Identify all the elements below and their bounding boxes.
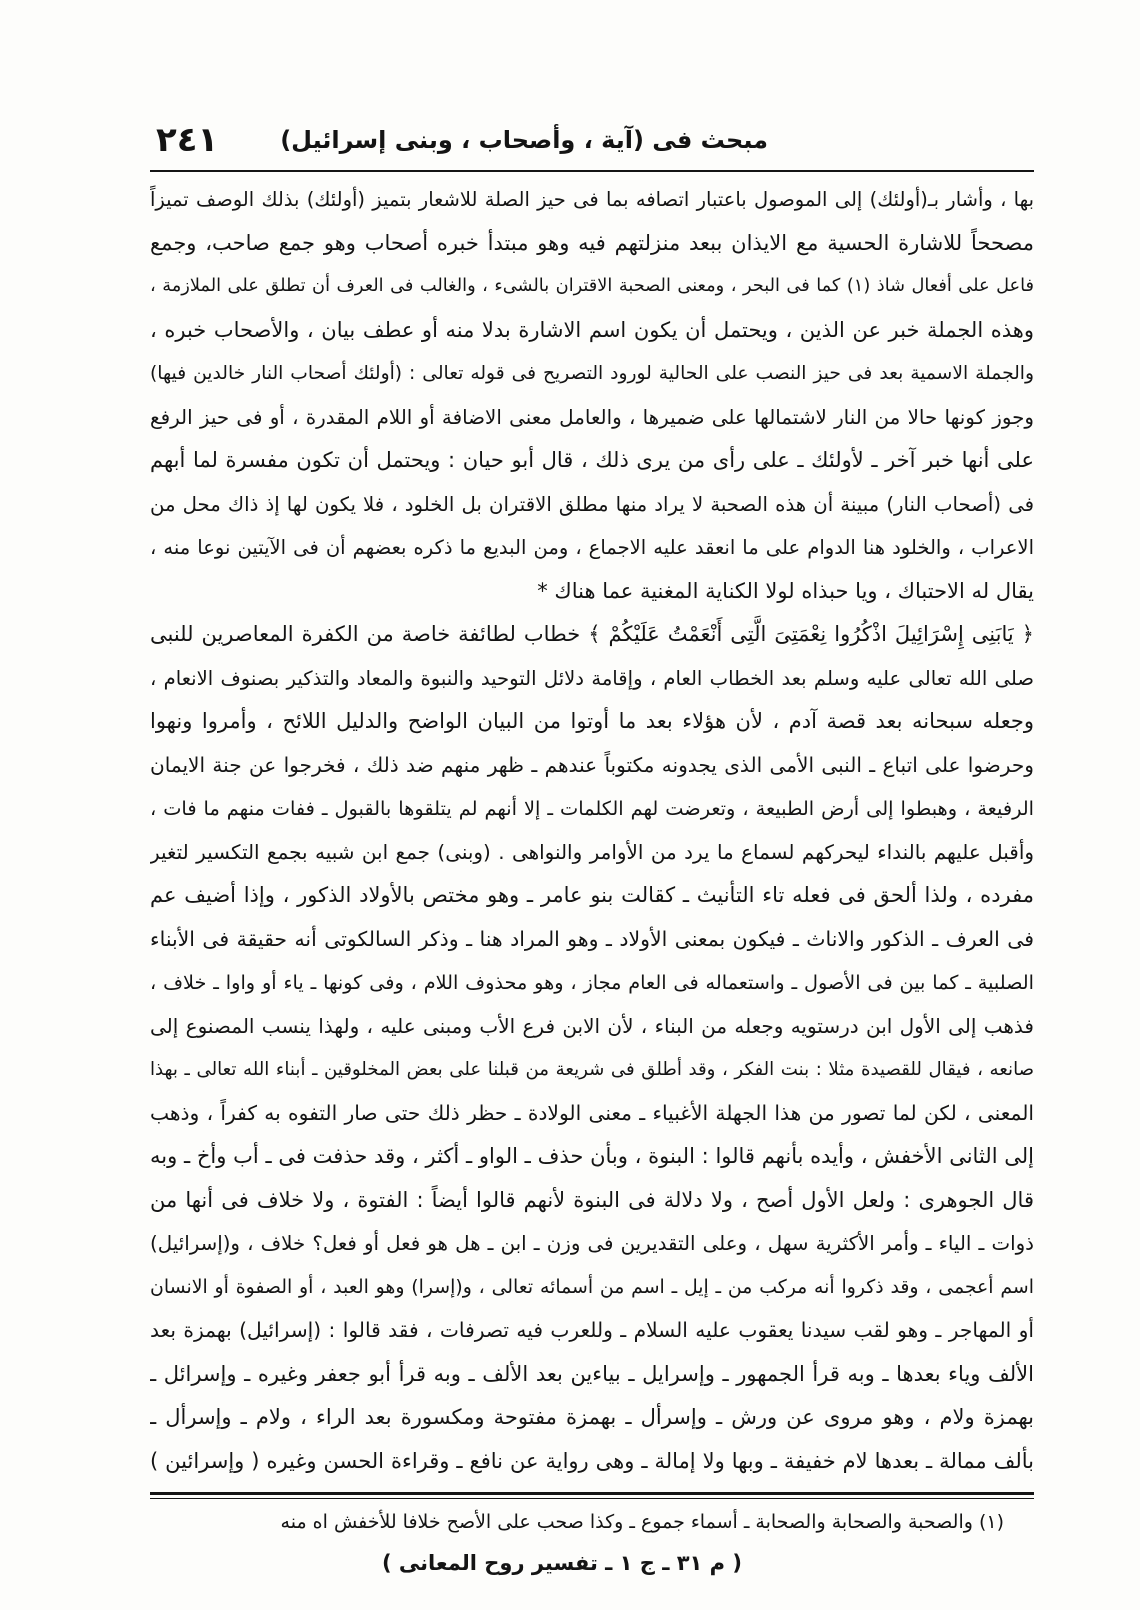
body-line: قال الجوهرى : ولعل الأول أصح ، ولا دلالة فى البنوة لأنهم قالوا أيضاً : الفتوة ، ولا خلاف فى أنها من	[150, 1187, 1034, 1212]
footnote-rule	[150, 1492, 1034, 1499]
body-line: الاعراب ، والخلود هنا الدوام على ما انعقد عليه الاجماع ، ومن البديع ما ذكره بعضهم أن فى الآيتين نوعا منه ،	[150, 536, 1034, 559]
page-header	[150, 116, 1030, 164]
body-text	[150, 178, 1034, 1483]
running-title: مبحث فى (آية ، وأصحاب ، وبنى إسرائيل)	[280, 126, 768, 154]
body-line: وجوز كونها حالا من النار لاشتمالها على ضميرها ، والعامل معنى الاضافة أو اللام المقدرة ، أو فى حيز الرفع	[150, 405, 1034, 429]
body-line: مصححاً للاشارة الحسية مع الايذان ببعد منزلتهم فيه وهو مبتدأ خبره أصحاب وهو جمع صاحب، وجمع	[150, 230, 1034, 255]
footnote: (١) والصحبة والصحابة والصحابة ـ أسماء جموع ـ وكذا صحب على الأصح خلافا للأخفش اه منه	[280, 1511, 1004, 1533]
body-line: وأقبل عليهم بالنداء ليحركهم لسماع ما يرد من الأوامر والنواهى . (وبنى) جمع ابن شبيه بجمع التكسير لتغير	[150, 839, 1034, 864]
body-line: فى (أصحاب النار) مبينة أن هذه الصحبة لا يراد منها مطلق الاقتران بل الخلود ، فلا يكون لها إذ ذاك محل من	[150, 492, 1034, 516]
body-line: الصلبية ـ كما بين فى الأصول ـ واستعماله فى العام مجاز ، وهو محذوف اللام ، وفى كونها ـ ياء أو واوا ـ خلاف ،	[150, 971, 1034, 994]
body-line: المعنى ، لكن لما تصور من هذا الجهلة الأغبياء ـ معنى الولادة ـ حظر ذلك حتى صار التفوه به كفراً ، وذهب	[150, 1100, 1034, 1125]
body-line: على أنها خبر آخر ـ لأولئك ـ على رأى من يرى ذلك ، قال أبو حيان : ويحتمل أن تكون مفسرة لما أبهم	[150, 448, 1034, 472]
body-line: مفرده ، ولذا ألحق فى فعله تاء التأنيث ـ كقالت بنو عامر ـ وهو مختص بالأولاد الذكور ، وإذا أضيف عم	[150, 883, 1034, 907]
body-line: فاعل على أفعال شاذ (١) كما فى البحر ، ومعنى الصحبة الاقتران بالشىء ، والغالب فى العرف أن تطلق على الملازمة ،	[150, 276, 1034, 296]
body-line: صلى الله تعالى عليه وسلم بعد الخطاب العام ، وإقامة دلائل التوحيد والنبوة والمعاد والتذكير بصنوف الانعام ،	[150, 666, 1034, 690]
page-number: ٢٤١	[156, 120, 219, 160]
body-line: فذهب إلى الأول ابن درستويه وجعله من البناء ، لأن الابن فرع الأب ومبنى عليه ، ولهذا ينسب المصنوع إلى	[150, 1013, 1034, 1038]
body-line: وجعله سبحانه بعد قصة آدم ، لأن هؤلاء بعد ما أوتوا من البيان الواضح والدليل اللائح ، وأمروا ونهوا	[150, 709, 1034, 733]
body-line: صانعه ، فيقال للقصيدة مثلا : بنت الفكر ، وقد أطلق فى شريعة من قبلنا على بعض المخلوقين ـ أبناء الله تعالى ـ بهذا	[150, 1059, 1034, 1080]
body-line: الرفيعة ، وهبطوا إلى أرض الطبيعة ، وتعرضت لهم الكلمات ـ إلا أنهم لم يتلقوها بالقبول ـ ففات منهم ما فات ،	[150, 797, 1034, 820]
body-line: وهذه الجملة خبر عن الذين ، ويحتمل أن يكون اسم الاشارة بدلا منه أو عطف بيان ، والأصحاب خبره ،	[150, 317, 1034, 342]
signature-line: ( م ٣١ ـ ج ١ ـ تفسير روح المعانى )	[382, 1551, 742, 1575]
body-line: إلى الثانى الأخفش ، وأيده بأنهم قالوا : البنوة ، وبأن حذف ـ الواو ـ أكثر ، وقد حذفت فى ـ أب وأخ ـ وبه	[150, 1144, 1034, 1168]
body-line: وحرضوا على اتباع ـ النبى الأمى الذى يجدونه مكتوباً عندهم ـ ظهر منهم ضد ذلك ، فخرجوا عن جنة الايمان	[150, 752, 1034, 777]
body-line: بهمزة ولام ، وهو مروى عن ورش ـ وإسرأل ـ بهمزة مفتوحة ومكسورة بعد الراء ، ولام ـ وإسرأل ـ	[150, 1405, 1034, 1429]
body-line: فى العرف ـ الذكور والاناث ـ فيكون بمعنى الأولاد ـ وهو المراد هنا ـ وذكر السالكوتى أنه حقيقة فى الأبناء	[150, 926, 1034, 951]
body-line: الألف وياء بعدها ـ وبه قرأ الجمهور ـ وإسرايل ـ بياءين بعد الألف ـ وبه قرأ أبو جعفر وغيره ـ وإسرائل ـ	[150, 1361, 1034, 1386]
body-line: اسم أعجمى ، وقد ذكروا أنه مركب من ـ إيل ـ اسم من أسمائه تعالى ، و(إسرا) وهو العبد ، أو الصفوة أو الانسان	[150, 1275, 1034, 1298]
body-line: بها ، وأشار بـ(أولئك) إلى الموصول باعتبار اتصافه بما فى حيز الصلة للاشعار بتميز (أولئك) بذلك الوصف تميزاً	[150, 188, 1034, 211]
body-line: أو المهاجر ـ وهو لقب سيدنا يعقوب عليه السلام ـ وللعرب فيه تصرفات ، فقد قالوا : (إسرائيل) بهمزة بعد	[150, 1318, 1034, 1342]
body-line: يقال له الاحتباك ، ويا حبذاه لولا الكناية المغنية عما هناك *	[537, 578, 1034, 603]
verse-line: ﴿ يَابَنِى إِسْرَائِيلَ اذْكُرُوا نِعْمَتِىَ الَّتِى أَنْعَمْتُ عَلَيْكُمْ ﴾ خطاب لطائفة خاصة من الكفرة المعاصرين للنبى	[150, 622, 1034, 646]
body-line: بألف ممالة ـ بعدها لام خفيفة ـ وبها ولا إمالة ـ وهى رواية عن نافع ـ وقراءة الحسن وغيره ( وإسرائين )	[150, 1448, 1034, 1473]
header-rule	[150, 170, 1034, 172]
body-line: والجملة الاسمية بعد فى حيز النصب على الحالية لورود التصريح فى قوله تعالى : (أولئك أصحاب النار خالدين فيها)	[150, 363, 1034, 384]
body-line: ذوات ـ الياء ـ وأمر الأكثرية سهل ، وعلى التقديرين فى وزن ـ ابن ـ هل هو فعل أو فعل؟ خلاف ، و(إسرائيل)	[150, 1232, 1034, 1255]
